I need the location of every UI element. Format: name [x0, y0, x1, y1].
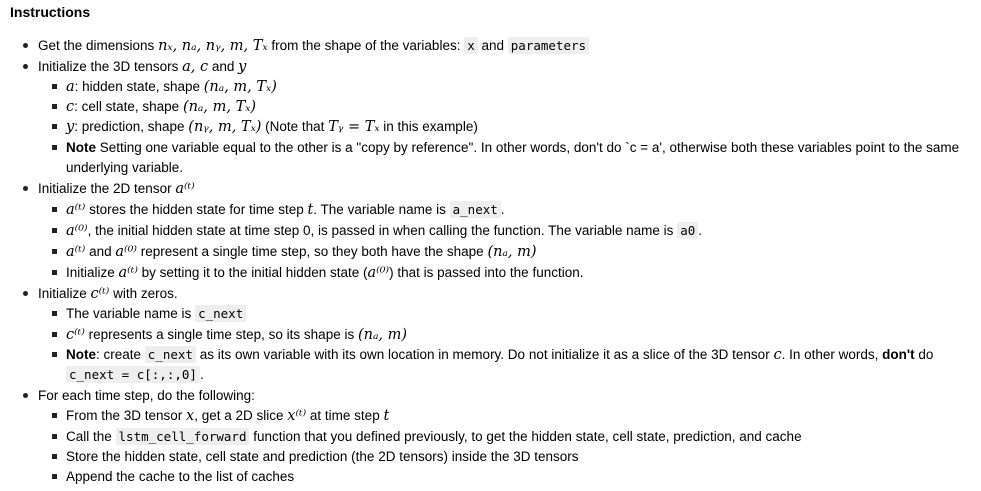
list-item-store-tensors: Store the hidden state, cell state and prediction (the 2D tensors) inside the 3D tensors	[66, 447, 579, 467]
list-item-single-time-step: a⁽ᵗ⁾ and a⁽⁰⁾ represent a single time step, so they both have the shape (nₐ, m)	[66, 244, 537, 260]
list-item-init-2d-tensor: Initialize the 2D tensor a⁽ᵗ⁾	[38, 181, 195, 197]
list-item-a0-initial: a⁽⁰⁾, the initial hidden state at time step 0, is passed in when calling the function. The variable name is a0 .	[66, 223, 703, 239]
list-item-a-hidden-state: a: hidden state, shape (nₐ, m, Tₓ)	[66, 79, 277, 95]
list-item-a-t-hidden-state: a⁽ᵗ⁾ stores the hidden state for time step t. The variable name is a_next .	[66, 202, 505, 218]
code-x: x	[464, 37, 478, 54]
list-item-init-c-zeros: Initialize c⁽ᵗ⁾ with zeros.	[38, 286, 178, 302]
code-lstm-cell-forward: lstm_cell_forward	[116, 428, 250, 445]
code-c-next-2: c_next	[145, 346, 196, 363]
code-c-next: c_next	[195, 305, 246, 322]
code-a-next: a_next	[450, 201, 501, 218]
list-item-for-each-time-step: For each time step, do the following:	[38, 386, 255, 406]
list-item-note-copy-by-reference: Note Setting one variable equal to the other is a "copy by reference". In other words, don't do `c = a', otherwise both these variables point to the same underlying variable.	[66, 138, 966, 178]
list-item-c-next-name: The variable name is c_next	[66, 304, 246, 324]
list-item-y-prediction: y: prediction, shape (nᵧ, m, Tₓ) (Note that Tᵧ = Tₓ in this example)	[66, 119, 478, 135]
list-item-c-cell-state: c: cell state, shape (nₐ, m, Tₓ)	[66, 99, 257, 115]
list-item-get-dimensions: Get the dimensions nₓ, nₐ, nᵧ, m, Tₓ from the shape of the variables: x and parameters	[38, 36, 589, 56]
list-item-append-cache: Append the cache to the list of caches	[66, 467, 294, 487]
code-a0: a0	[677, 222, 698, 239]
list-item-initialize-a-t: Initialize a⁽ᵗ⁾ by setting it to the initial hidden state (a⁽⁰⁾) that is passed into the function.	[66, 265, 584, 281]
code-c-slice: c_next = c[:,:,0]	[66, 366, 200, 383]
code-parameters: parameters	[508, 37, 589, 54]
list-item-init-3d-tensors: Initialize the 3D tensors a, c and y	[38, 59, 247, 75]
instructions-heading: Instructions	[10, 4, 91, 20]
list-item-note-c-next-memory: Note: create c_next as its own variable with its own location in memory. Do not initialize it as a slice of the 3D tensor c. In other words, don't do c_next = c[:,:,0] .	[66, 345, 966, 385]
list-item-c-t-shape: c⁽ᵗ⁾ represents a single time step, so its shape is (nₐ, m)	[66, 327, 408, 343]
list-item-call-lstm-cell: Call the lstm_cell_forward function that you defined previously, to get the hidden state, cell state, prediction, and cache	[66, 427, 802, 447]
list-item-get-2d-slice: From the 3D tensor x, get a 2D slice x⁽ᵗ⁾ at time step t	[66, 408, 390, 424]
